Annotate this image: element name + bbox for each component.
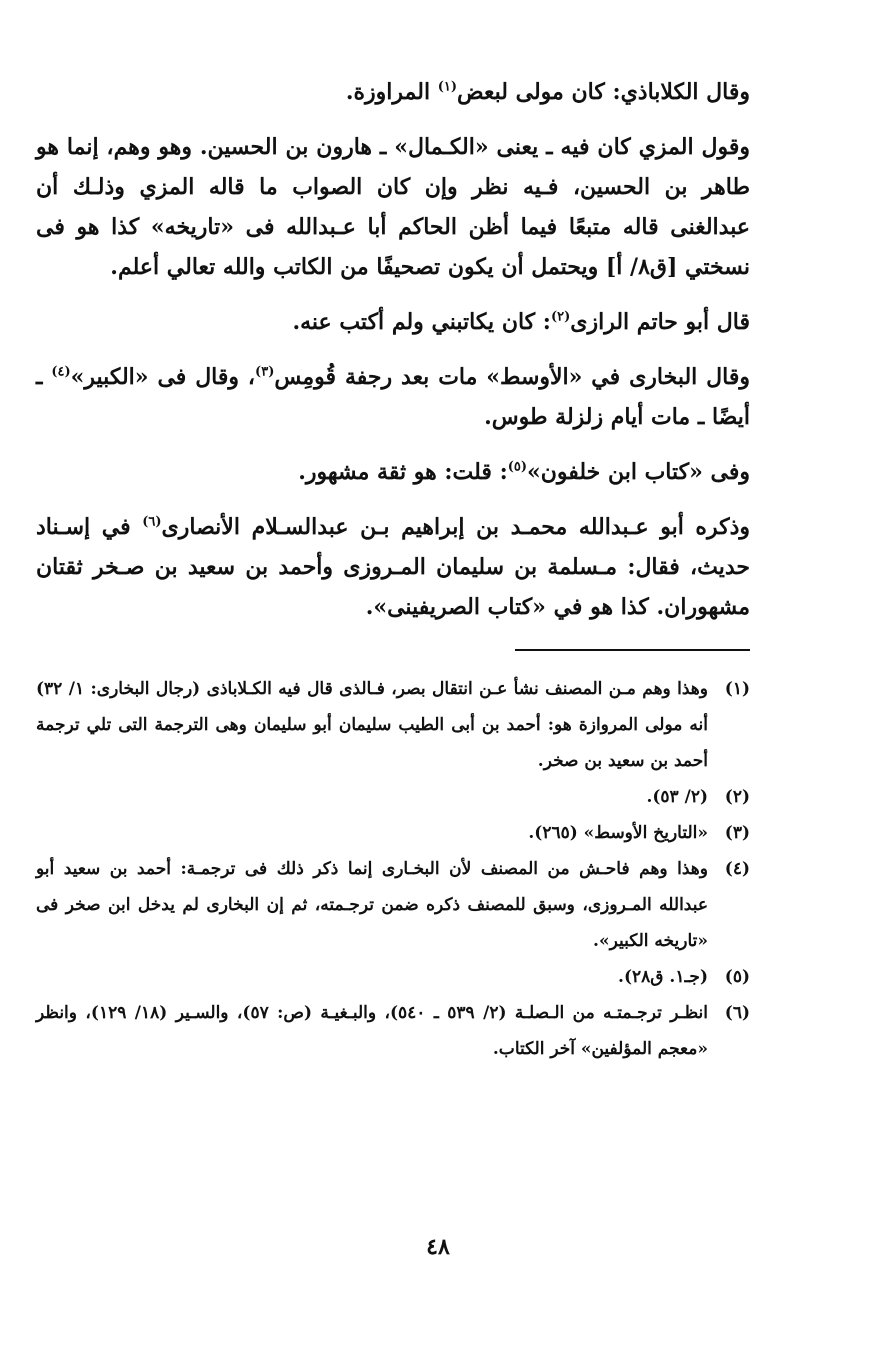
paragraph-text: : قلت: هو ثقة مشهور. <box>298 459 508 485</box>
footnote-text: وهذا وهم مـن المصنف نشأ عـن انتقال بصر، فـالذى قال فيه الكـلاباذى (رجال البخارى: ١/ ٣٢) أنه مولى المروازة هو: أحمد بن أبى الطيب سليمان أبو سليمان وهى الترجمة التى تلي ترجمة أحمد بن سعيد بن صخر. <box>36 679 708 771</box>
footnote-ref-4: (٤) <box>51 364 71 380</box>
paragraph-text: وقال الكلاباذي: كان مولى لبعض <box>457 79 750 105</box>
main-text <box>36 72 750 627</box>
paragraph-text: وذكره أبو عـبدالله محمـد بن إبراهيم بـن عبدالسـلام الأنصارى <box>161 514 750 540</box>
footnote-ref-6: (٦) <box>142 514 162 530</box>
footnote-6 <box>36 995 750 1067</box>
paragraph-text: : كان يكاتبني ولم أكتب عنه. <box>292 309 551 335</box>
footnotes <box>36 671 750 1067</box>
paragraph-text: وفى «كتاب ابن خلفون» <box>527 459 750 485</box>
book-page <box>36 72 750 1067</box>
footnote-divider <box>515 649 750 651</box>
footnote-number: (١) <box>724 679 750 699</box>
footnote-ref-3: (٣) <box>255 364 275 380</box>
footnote-5 <box>36 959 750 995</box>
footnote-text: وهذا وهم فاحـش من المصنف لأن البخـارى إنما ذكر ذلك فى ترجمـة: أحمد بن سعيد أبو عبدالله المـروزى، وسبق للمصنف ذكره ضمن ترجـمته، ثم إن البخارى لم يدخل ابن صخر فى «تاريخه الكبير». <box>36 859 708 951</box>
footnote-number: (٥) <box>724 967 750 987</box>
paragraph-text: المراوزة. <box>345 79 438 105</box>
footnote-text: (جـ١. ق٢٨). <box>618 967 708 987</box>
page-number: ٤٨ <box>426 1234 450 1260</box>
footnote-3 <box>36 815 750 851</box>
footnote-number: (٢) <box>724 787 750 807</box>
paragraph-ansari <box>36 507 750 627</box>
paragraph-bukhari <box>36 357 750 437</box>
footnote-number: (٤) <box>724 859 750 879</box>
footnote-number: (٣) <box>724 823 750 843</box>
paragraph-text: قال أبو حاتم الرازى <box>570 309 750 335</box>
paragraph-abu-hatim <box>36 302 750 342</box>
footnote-text: انظـر ترجـمتـه من الـصلـة (٢/ ٥٣٩ ـ ٥٤٠)، والبـغيـة (ص: ٥٧)، والسـير (١٨/ ١٢٩)، وانظر «معجم المؤلفين» آخر الكتاب. <box>36 1003 708 1059</box>
paragraph-mizzi <box>36 127 750 287</box>
footnote-text: «التاريخ الأوسط» (٢٦٥). <box>528 823 708 843</box>
footnote-ref-2: (٢) <box>550 309 571 325</box>
footnote-1 <box>36 671 750 779</box>
paragraph-text: وقال البخارى في «الأوسط» مات بعد رجفة قُومِس <box>274 364 751 390</box>
paragraph-text: ـ أيضًا ـ مات أيام زلزلة طوس. <box>36 364 750 430</box>
footnote-text: (٢/ ٥٣). <box>646 787 708 807</box>
paragraph-kalabadhi <box>36 72 750 112</box>
paragraph-text: ، وقال فى «الكبير» <box>70 364 256 390</box>
paragraph-text: وقول المزي كان فيه ـ يعنى «الكـمال» ـ هارون بن الحسين. وهو وهم، إنما هو طاهر بن الحسين، فـيه نظر وإن كان الصواب ما قاله المزي وذلـك أن عبدالغنى قاله متبعًا فيما أظن الحاكم أبا عـبدالله فى «تاريخه» كذا هو فى نسختي [ق٨/ أ] ويحتمل أن يكون تصحيفًا من الكاتب والله تعالي أعلم. <box>36 134 750 280</box>
footnote-2 <box>36 779 750 815</box>
paragraph-ibn-khalfun <box>36 452 750 492</box>
footnote-ref-5: (٥) <box>507 459 527 475</box>
footnote-ref-1: (١) <box>437 79 458 95</box>
footnote-number: (٦) <box>724 1003 750 1023</box>
footnote-4 <box>36 851 750 959</box>
paragraph-text: في إسـناد حديث، فقال: مـسلمة بن سليمان المـروزى وأحمد بن سعيد بن صـخر ثقتان مشهوران. كذا هو في «كتاب الصريفينى». <box>36 514 750 620</box>
